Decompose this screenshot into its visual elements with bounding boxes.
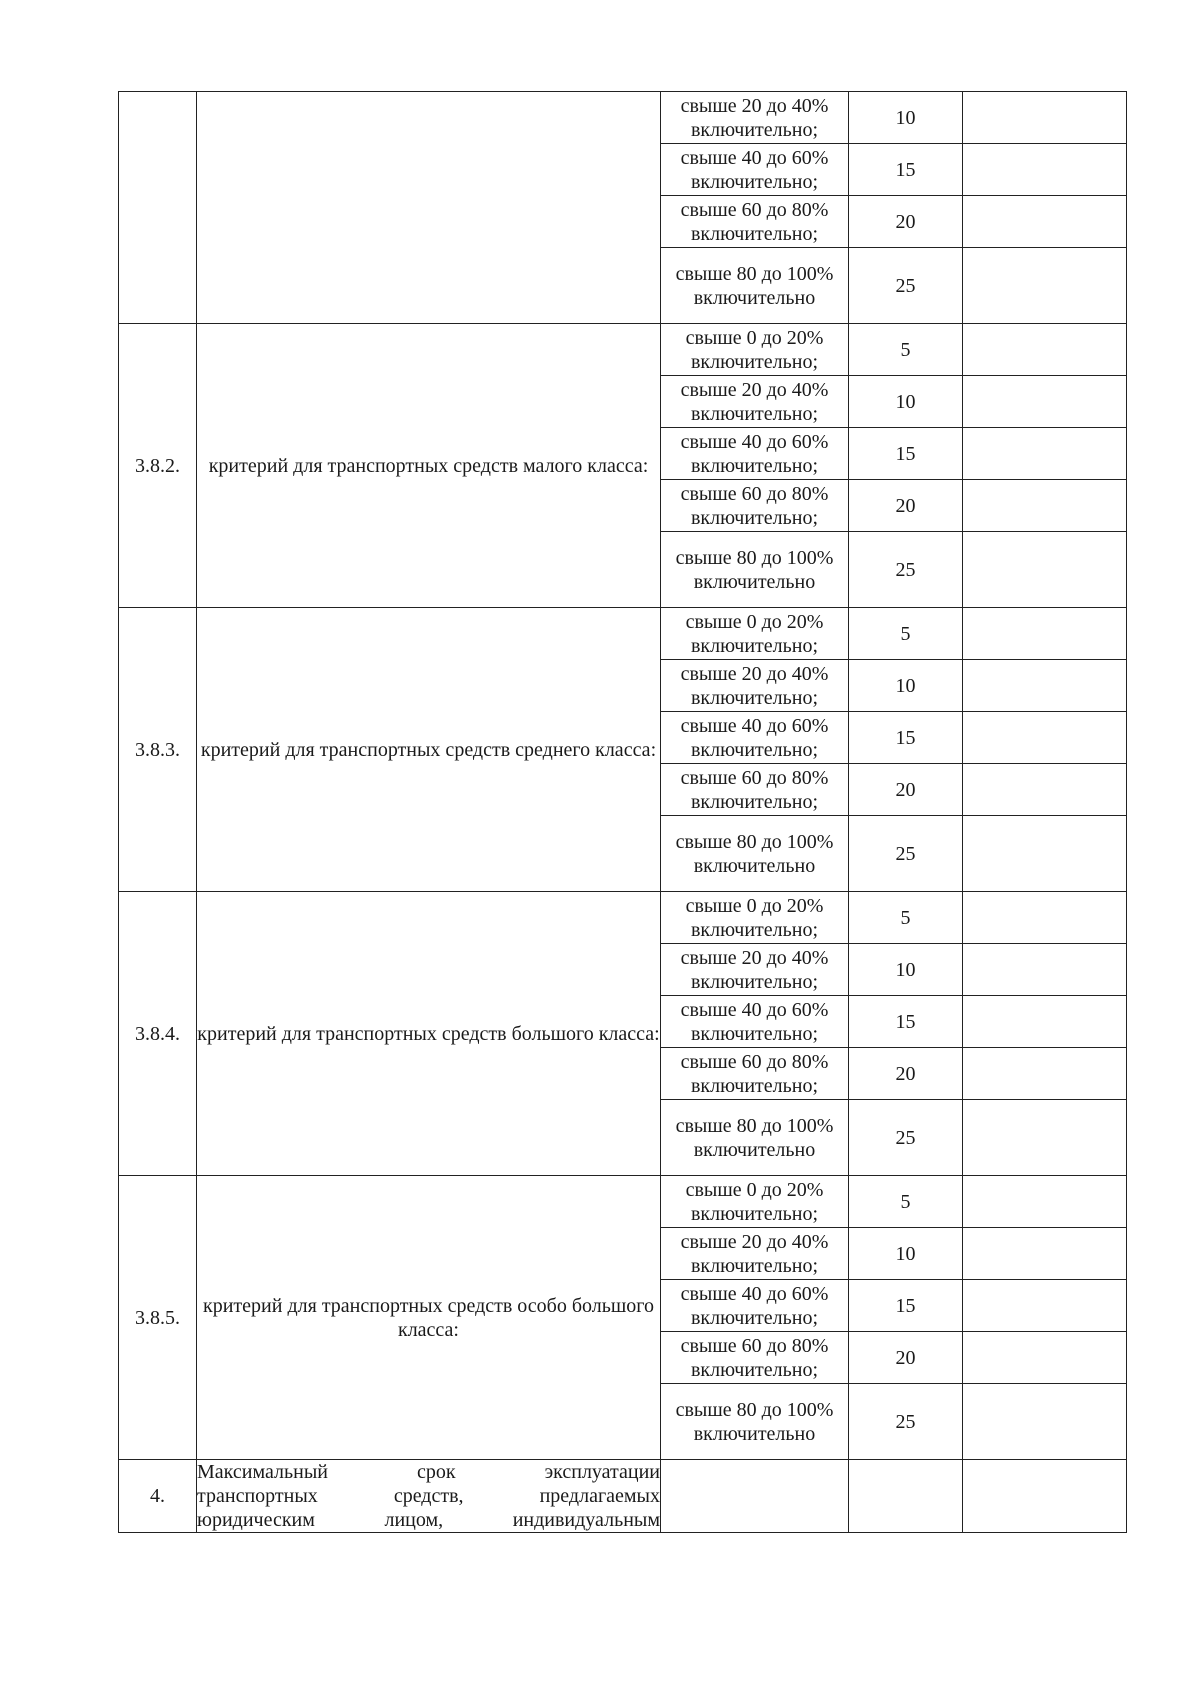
empty-cell (963, 248, 1127, 324)
section-description-cell: критерий для транспортных средств малого класса: (197, 324, 661, 608)
range-cell: свыше 20 до 40% включительно; (661, 660, 849, 712)
score-cell: 15 (849, 1280, 963, 1332)
range-cell: свыше 80 до 100% включительно (661, 248, 849, 324)
score-cell: 15 (849, 996, 963, 1048)
empty-cell (963, 816, 1127, 892)
description-line: юридическим лицом, индивидуальным (197, 1509, 660, 1531)
score-cell: 20 (849, 196, 963, 248)
score-cell: 25 (849, 1384, 963, 1460)
score-cell: 15 (849, 712, 963, 764)
score-cell: 5 (849, 892, 963, 944)
empty-cell (963, 892, 1127, 944)
section-number-cell: 4. (119, 1460, 197, 1533)
table-row (119, 1176, 1127, 1228)
range-cell: свыше 20 до 40% включительно; (661, 1228, 849, 1280)
range-cell: свыше 0 до 20% включительно; (661, 608, 849, 660)
empty-cell (963, 92, 1127, 144)
section-number-cell: 3.8.2. (119, 324, 197, 608)
empty-cell (963, 1280, 1127, 1332)
score-cell: 10 (849, 944, 963, 996)
section-description-cell (197, 1460, 661, 1533)
range-cell: свыше 40 до 60% включительно; (661, 144, 849, 196)
empty-cell (963, 324, 1127, 376)
range-cell: свыше 0 до 20% включительно; (661, 892, 849, 944)
section-number-cell: 3.8.3. (119, 608, 197, 892)
score-cell: 15 (849, 428, 963, 480)
empty-cell (963, 1100, 1127, 1176)
empty-cell (963, 532, 1127, 608)
range-cell: свыше 0 до 20% включительно; (661, 324, 849, 376)
score-cell: 25 (849, 248, 963, 324)
empty-cell (963, 1332, 1127, 1384)
range-cell: свыше 60 до 80% включительно; (661, 1048, 849, 1100)
section-description-cell: критерий для транспортных средств среднего класса: (197, 608, 661, 892)
score-cell: 10 (849, 1228, 963, 1280)
section-description-cell: критерий для транспортных средств большого класса: (197, 892, 661, 1176)
range-cell: свыше 40 до 60% включительно; (661, 1280, 849, 1332)
range-cell: свыше 80 до 100% включительно (661, 532, 849, 608)
section-number-cell: 3.8.5. (119, 1176, 197, 1460)
empty-cell (849, 1460, 963, 1533)
score-cell: 20 (849, 1332, 963, 1384)
range-cell: свыше 40 до 60% включительно; (661, 996, 849, 1048)
score-cell: 10 (849, 92, 963, 144)
table-row (119, 892, 1127, 944)
empty-cell (963, 1048, 1127, 1100)
score-cell: 20 (849, 480, 963, 532)
range-cell: свыше 80 до 100% включительно (661, 1384, 849, 1460)
score-cell: 10 (849, 660, 963, 712)
section-description-cell (197, 92, 661, 324)
empty-cell (963, 608, 1127, 660)
score-cell: 25 (849, 816, 963, 892)
section-number-cell (119, 92, 197, 324)
range-cell: свыше 60 до 80% включительно; (661, 480, 849, 532)
empty-cell (963, 1228, 1127, 1280)
range-cell: свыше 60 до 80% включительно; (661, 1332, 849, 1384)
empty-cell (963, 1384, 1127, 1460)
empty-cell (963, 196, 1127, 248)
empty-cell (963, 996, 1127, 1048)
empty-cell (661, 1460, 849, 1533)
table-row (119, 608, 1127, 660)
description-line: Максимальный срок эксплуатации (197, 1461, 660, 1483)
score-cell: 20 (849, 764, 963, 816)
range-cell: свыше 40 до 60% включительно; (661, 712, 849, 764)
range-cell: свыше 20 до 40% включительно; (661, 944, 849, 996)
empty-cell (963, 1176, 1127, 1228)
section-description-cell: критерий для транспортных средств особо большого класса: (197, 1176, 661, 1460)
empty-cell (963, 376, 1127, 428)
description-line: транспортных средств, предлагаемых (197, 1485, 660, 1507)
range-cell: свыше 20 до 40% включительно; (661, 376, 849, 428)
criteria-table (118, 91, 1127, 1533)
empty-cell (963, 480, 1127, 532)
range-cell: свыше 0 до 20% включительно; (661, 1176, 849, 1228)
score-cell: 15 (849, 144, 963, 196)
section-number-cell: 3.8.4. (119, 892, 197, 1176)
empty-cell (963, 944, 1127, 996)
score-cell: 25 (849, 532, 963, 608)
range-cell: свыше 60 до 80% включительно; (661, 196, 849, 248)
score-cell: 25 (849, 1100, 963, 1176)
range-cell: свыше 60 до 80% включительно; (661, 764, 849, 816)
score-cell: 5 (849, 1176, 963, 1228)
table-row (119, 92, 1127, 144)
empty-cell (963, 764, 1127, 816)
empty-cell (963, 144, 1127, 196)
range-cell: свыше 40 до 60% включительно; (661, 428, 849, 480)
score-cell: 10 (849, 376, 963, 428)
range-cell: свыше 80 до 100% включительно (661, 816, 849, 892)
empty-cell (963, 712, 1127, 764)
empty-cell (963, 660, 1127, 712)
score-cell: 5 (849, 324, 963, 376)
table-row (119, 324, 1127, 376)
table-row (119, 1460, 1127, 1533)
range-cell: свыше 20 до 40% включительно; (661, 92, 849, 144)
score-cell: 20 (849, 1048, 963, 1100)
empty-cell (963, 1460, 1127, 1533)
score-cell: 5 (849, 608, 963, 660)
empty-cell (963, 428, 1127, 480)
range-cell: свыше 80 до 100% включительно (661, 1100, 849, 1176)
